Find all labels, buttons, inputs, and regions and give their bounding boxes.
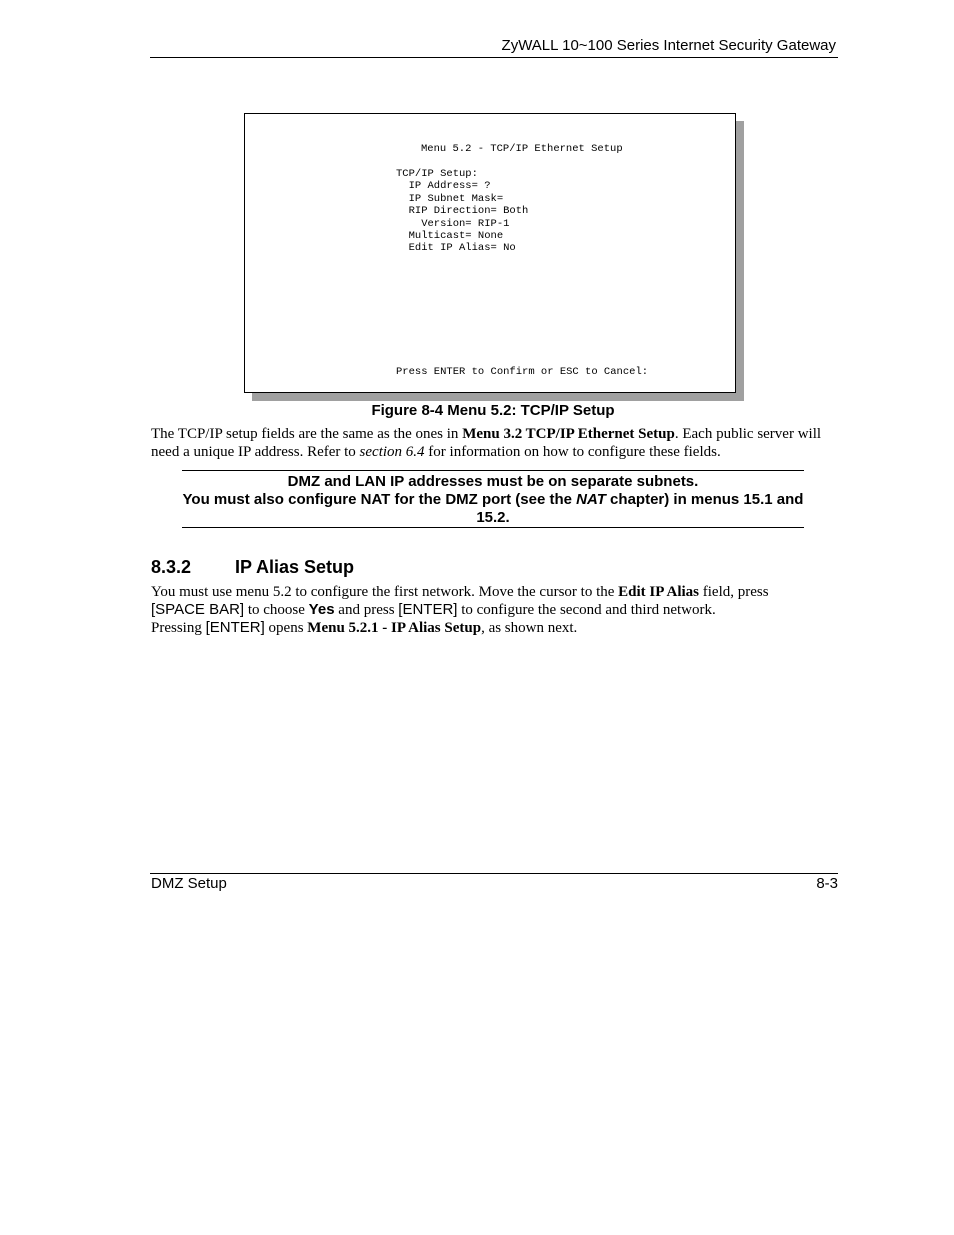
key-name: [SPACE BAR]: [151, 601, 245, 618]
italic-reference: section 6.4: [359, 444, 425, 460]
terminal-line: Edit IP Alias= No: [396, 242, 516, 255]
text: . Each public server will need a unique IP address. Refer to: [151, 426, 822, 460]
text: and press: [334, 602, 399, 618]
footer-chapter: DMZ Setup: [151, 875, 227, 892]
bold-text: Edit IP Alias: [618, 584, 700, 600]
terminal-title: Menu 5.2 - TCP/IP Ethernet Setup: [421, 143, 623, 155]
key-name: [ENTER]: [398, 601, 458, 618]
footer-rule: [150, 873, 838, 874]
terminal-line: Version= RIP-1: [396, 217, 510, 230]
figure-caption: Figure 8-4 Menu 5.2: TCP/IP Setup: [371, 402, 615, 419]
bold-text: Menu 3.2 TCP/IP Ethernet Setup: [462, 426, 675, 442]
text: chapter) in menus 15.1 and 15.2.: [476, 491, 804, 526]
key-name: [ENTER]: [205, 619, 265, 636]
terminal-footer-prompt: Press ENTER to Confirm or ESC to Cancel:: [396, 366, 649, 378]
text: The TCP/IP setup fields are the same as the ones in: [151, 426, 463, 442]
terminal-screen: [244, 113, 736, 393]
section-title: IP Alias Setup: [235, 557, 355, 577]
terminal-fields: [396, 168, 528, 255]
terminal-line: IP Subnet Mask=: [396, 192, 504, 205]
text: for information on how to configure these fields.: [424, 444, 721, 460]
terminal-line: RIP Direction= Both: [396, 205, 529, 218]
note-line-1: DMZ and LAN IP addresses must be on separate subnets.: [287, 473, 699, 490]
text: You must use menu 5.2 to configure the first network. Move the cursor to the: [151, 584, 619, 600]
text: to choose: [244, 602, 309, 618]
note-box: [182, 470, 804, 528]
paragraph-ip-alias: [151, 583, 841, 637]
page-header-title: ZyWALL 10~100 Series Internet Security Gateway: [501, 37, 836, 54]
terminal-line: IP Address= ?: [396, 180, 491, 193]
text: Pressing: [151, 620, 206, 636]
bold-key: Yes: [308, 601, 335, 618]
footer-page-number: 8-3: [816, 875, 838, 892]
header-rule: [150, 57, 838, 58]
bold-text: Menu 5.2.1 - IP Alias Setup: [307, 620, 482, 636]
paragraph-tcpip: [151, 425, 841, 461]
text: , as shown next.: [481, 620, 578, 636]
note-line-2: [182, 491, 804, 527]
text: to configure the second and third network.: [457, 602, 716, 618]
text: field, press: [699, 584, 769, 600]
terminal-line: TCP/IP Setup:: [396, 168, 478, 180]
terminal-line: Multicast= None: [396, 229, 504, 242]
section-heading: [151, 557, 354, 578]
section-number: 8.3.2: [151, 557, 192, 577]
text: You must also configure NAT for the DMZ port (see the: [182, 491, 577, 508]
text: opens: [264, 620, 308, 636]
italic-text: NAT: [576, 491, 606, 508]
